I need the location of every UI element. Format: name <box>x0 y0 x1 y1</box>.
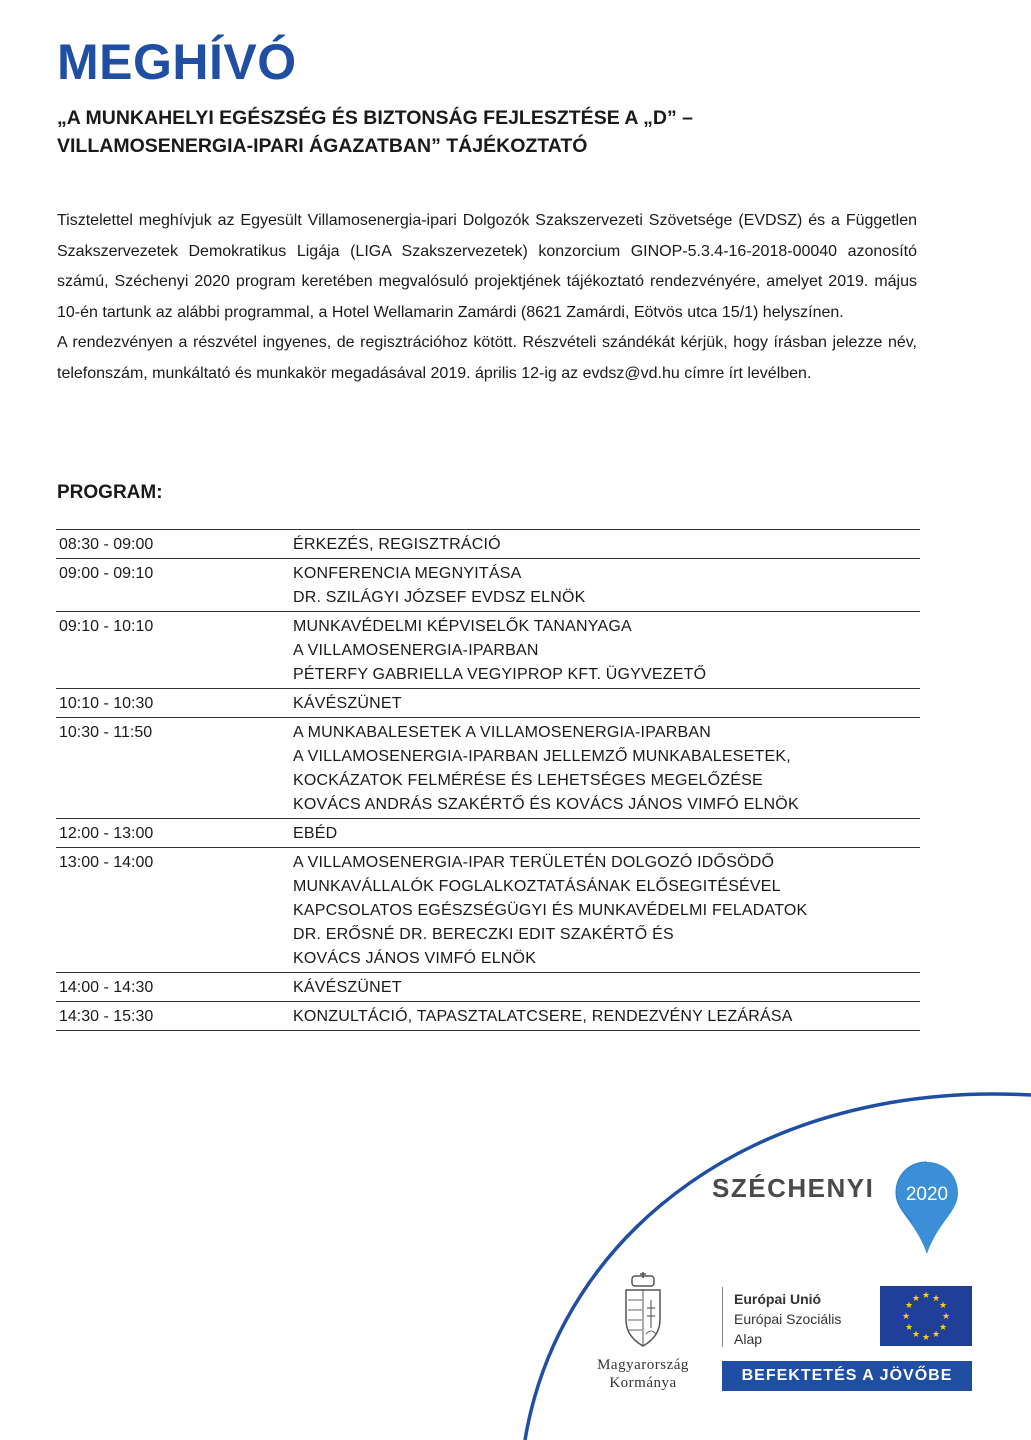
description-line: KÁVÉSZÜNET <box>293 979 402 996</box>
table-row <box>56 559 920 612</box>
szechenyi-pin-icon <box>894 1160 960 1260</box>
page-title: MEGHÍVÓ <box>57 34 297 90</box>
description-cell <box>293 851 807 971</box>
eu-label-line: Európai Unió <box>734 1291 822 1307</box>
program-table <box>56 529 920 1031</box>
svg-text:★: ★ <box>941 1312 951 1322</box>
eu-divider <box>722 1287 723 1347</box>
time-cell: 09:00 - 09:10 <box>59 565 154 582</box>
intro-paragraph-2: A rendezvényen a részvétel ingyenes, de regisztrációhoz kötött. Részvételi szándékát kérjük, hogy írásban jelezze név, telefonszám, munkáltató és munkakör megadásával 2019. április 12-ig az evdsz@vd.hu címre írt levélben. <box>57 334 917 382</box>
invest-banner: BEFEKTETÉS A JÖVŐBE <box>722 1361 972 1391</box>
table-row <box>56 530 920 559</box>
description-line: A VILLAMOSENERGIA-IPAR TERÜLETÉN DOLGOZÓ IDŐSÖDŐ <box>293 854 775 871</box>
description-line: A MUNKABALESETEK A VILLAMOSENERGIA-IPARBAN <box>293 724 712 741</box>
description-cell <box>293 692 402 716</box>
time-cell: 10:30 - 11:50 <box>59 724 153 741</box>
eu-label-line: Európai Szociális <box>734 1311 842 1327</box>
event-subtitle <box>57 104 693 160</box>
eu-label-line: Alap <box>734 1331 763 1347</box>
description-line: KOCKÁZATOK FELMÉRÉSE ÉS LEHETSÉGES MEGELŐZÉSE <box>293 772 763 789</box>
svg-text:★: ★ <box>921 1333 931 1343</box>
time-cell: 08:30 - 09:00 <box>59 536 154 553</box>
time-cell: 13:00 - 14:00 <box>59 854 154 871</box>
time-cell: 09:10 - 10:10 <box>59 618 154 635</box>
description-line: A VILLAMOSENERGIA-IPARBAN <box>293 642 539 659</box>
description-line: DR. ERŐSNÉ DR. BERECZKI EDIT SZAKÉRTŐ ÉS <box>293 926 674 943</box>
svg-text:★: ★ <box>904 1323 914 1333</box>
szechenyi-logo-text: SZÉCHENYI <box>712 1173 875 1203</box>
subtitle-line: „A MUNKAHELYI EGÉSZSÉG ÉS BIZTONSÁG FEJLESZTÉSE A „D” – <box>57 107 694 129</box>
description-cell <box>293 1005 793 1029</box>
svg-text:★: ★ <box>911 1294 921 1304</box>
szechenyi-year: 2020 <box>905 1184 949 1205</box>
svg-text:★: ★ <box>901 1312 911 1322</box>
description-line: A VILLAMOSENERGIA-IPARBAN JELLEMZŐ MUNKABALESETEK, <box>293 748 791 765</box>
government-crest-icon <box>620 1272 666 1352</box>
eu-fund-label <box>734 1289 841 1349</box>
description-cell <box>293 562 585 610</box>
description-line: KAPCSOLATOS EGÉSZSÉGÜGYI ÉS MUNKAVÉDELMI FELADATOK <box>293 902 808 919</box>
table-row <box>56 689 920 718</box>
time-cell: 14:00 - 14:30 <box>59 979 154 996</box>
svg-text:★: ★ <box>911 1330 921 1340</box>
svg-text:★: ★ <box>904 1301 914 1311</box>
description-line: EBÉD <box>293 825 338 842</box>
time-cell: 14:30 - 15:30 <box>59 1008 154 1025</box>
description-cell <box>293 976 402 1000</box>
table-row <box>56 819 920 848</box>
svg-text:★: ★ <box>931 1294 941 1304</box>
svg-text:★: ★ <box>938 1323 948 1333</box>
description-line: DR. SZILÁGYI JÓZSEF EVDSZ ELNÖK <box>293 589 586 606</box>
table-row <box>56 1002 920 1031</box>
eu-flag-icon <box>880 1286 972 1346</box>
government-label <box>578 1356 708 1392</box>
description-line: KOVÁCS JÁNOS VIMFÓ ELNÖK <box>293 950 537 967</box>
description-cell <box>293 721 799 817</box>
description-cell <box>293 533 501 557</box>
description-cell <box>293 822 337 846</box>
program-heading: PROGRAM: <box>57 482 163 503</box>
svg-text:★: ★ <box>921 1291 931 1301</box>
government-label-line: Magyarország <box>597 1357 689 1373</box>
description-line: MUNKAVÁLLALÓK FOGLALKOZTATÁSÁNAK ELŐSEGITÉSÉVEL <box>293 878 781 895</box>
description-line: PÉTERFY GABRIELLA VEGYIPROP KFT. ÜGYVEZETŐ <box>293 666 707 683</box>
description-line: MUNKAVÉDELMI KÉPVISELŐK TANANYAGA <box>293 618 632 635</box>
description-line: KÁVÉSZÜNET <box>293 695 402 712</box>
time-cell: 10:10 - 10:30 <box>59 695 154 712</box>
description-line: ÉRKEZÉS, REGISZTRÁCIÓ <box>293 536 501 553</box>
intro-paragraph-1: Tisztelettel meghívjuk az Egyesült Villamosenergia-ipari Dolgozók Szakszervezeti Szövetsége (EVDSZ) és a Független Szakszervezetek Demokratikus Ligája (LIGA Szakszervezetek) konzorcium GINOP-5.3.4-16-2018-00040 azonosító számú, Széchenyi 2020 program keretében megvalósuló projektjének tájékoztató rendezvényére, amelyet 2019. május 10-én tartunk az alábbi programmal, a Hotel Wellamarin Zamárdi (8621 Zamárdi, Eötvös utca 15/1) helyszínen. <box>57 212 917 321</box>
table-row <box>56 612 920 689</box>
intro-text <box>57 206 917 389</box>
table-row <box>56 718 920 819</box>
description-line: KOVÁCS ANDRÁS SZAKÉRTŐ ÉS KOVÁCS JÁNOS VIMFÓ ELNÖK <box>293 796 799 813</box>
subtitle-line: VILLAMOSENERGIA-IPARI ÁGAZATBAN” TÁJÉKOZTATÓ <box>57 135 588 157</box>
description-line: KONFERENCIA MEGNYITÁSA <box>293 565 522 582</box>
time-cell: 12:00 - 13:00 <box>59 825 154 842</box>
description-line: KONZULTÁCIÓ, TAPASZTALATCSERE, RENDEZVÉNY LEZÁRÁSA <box>293 1008 793 1025</box>
table-row <box>56 973 920 1002</box>
description-cell <box>293 615 706 687</box>
government-label-line: Kormánya <box>609 1375 677 1391</box>
table-row <box>56 848 920 973</box>
svg-text:★: ★ <box>938 1301 948 1311</box>
svg-text:★: ★ <box>931 1330 941 1340</box>
